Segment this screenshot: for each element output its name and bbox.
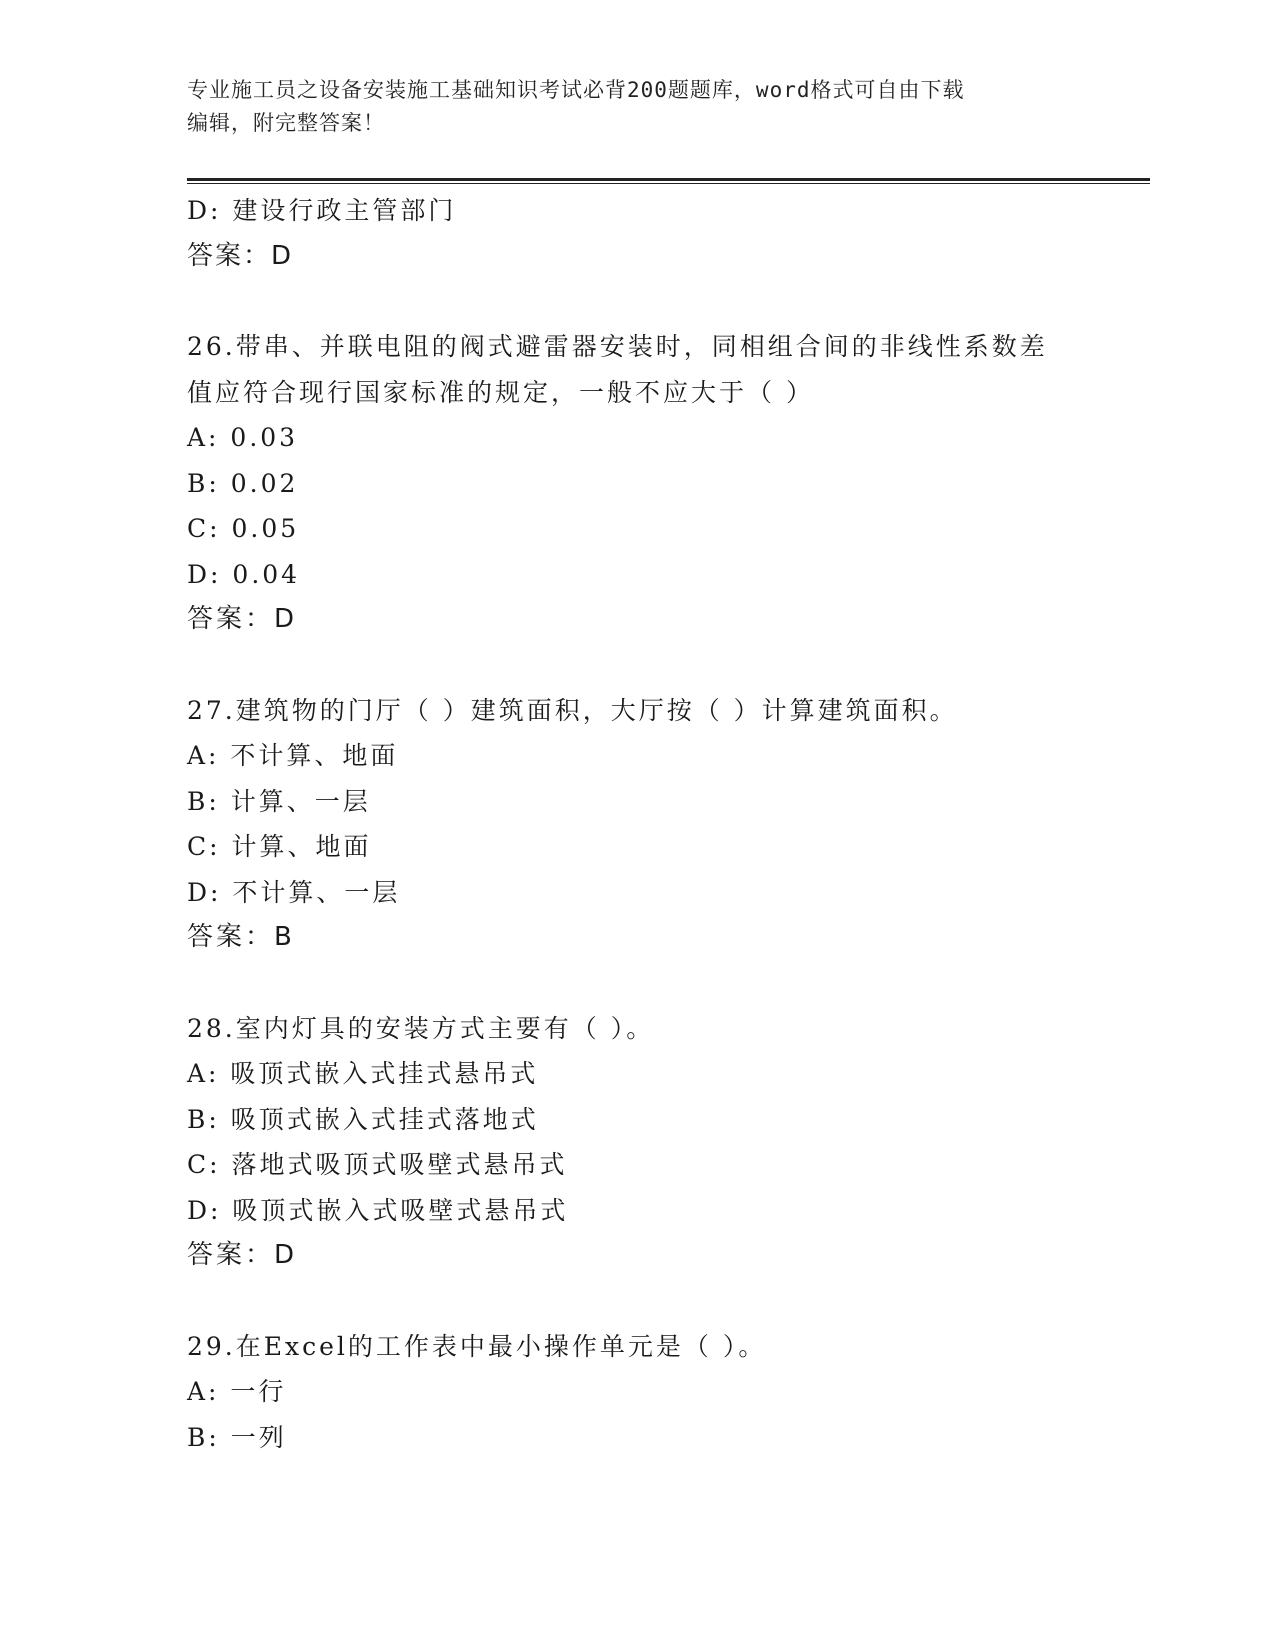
question-29 [187, 1324, 1117, 1461]
option-a: A: 不计算、地面 [187, 741, 399, 770]
option-a: A: 0.03 [187, 423, 299, 452]
question-content [187, 188, 1117, 1460]
prev-question-tail [187, 188, 1117, 279]
spacer [187, 1279, 1117, 1324]
option-b: B: 0.02 [187, 468, 299, 498]
question-stem: 26.带串、并联电阻的阀式避雷器安装时，同相组合间的非线性系数差 [187, 332, 1048, 361]
header-line-2: 编辑，附完整答案！ [187, 111, 385, 135]
answer-line: 答案：B [187, 922, 295, 952]
option-d: D: 不计算、一层 [187, 877, 401, 907]
question-26 [187, 324, 1117, 643]
document-header [187, 74, 1087, 140]
question-stem: 29.在Excel的工作表中最小操作单元是（ ）。 [187, 1331, 767, 1361]
option-c: C: 计算、地面 [187, 832, 372, 861]
answer-line: 答案：D [187, 604, 298, 634]
header-divider-thin [187, 183, 1150, 184]
spacer [187, 643, 1117, 688]
answer-line: 答案：D [187, 240, 294, 271]
question-27 [187, 688, 1117, 961]
option-d: D: 0.04 [187, 559, 301, 589]
option-b: B: 吸顶式嵌入式挂式落地式 [187, 1104, 539, 1134]
answer-line: 答案：D [187, 1240, 298, 1270]
header-divider-thick [187, 178, 1150, 181]
spacer [187, 961, 1117, 1006]
option-c: C: 落地式吸顶式吸壁式悬吊式 [187, 1150, 568, 1179]
option-a: A: 一行 [187, 1377, 287, 1406]
question-stem-continued: 值应符合现行国家标准的规定，一般不应大于（ ） [187, 377, 814, 407]
option-b: B: 计算、一层 [187, 786, 371, 816]
question-28 [187, 1006, 1117, 1279]
option-b: B: 一列 [187, 1422, 287, 1452]
question-stem: 27.建筑物的门厅（ ）建筑面积，大厅按（ ）计算建筑面积。 [187, 695, 958, 725]
question-stem: 28.室内灯具的安装方式主要有（ ）。 [187, 1013, 655, 1043]
option-c: C: 0.05 [187, 514, 300, 543]
spacer [187, 279, 1117, 324]
option-a: A: 吸顶式嵌入式挂式悬吊式 [187, 1059, 539, 1088]
option-d: D: 吸顶式嵌入式吸壁式悬吊式 [187, 1195, 569, 1225]
option-d: D: 建设行政主管部门 [187, 196, 457, 225]
header-line-1: 专业施工员之设备安装施工基础知识考试必背200题题库，word格式可自由下载 [187, 78, 965, 102]
